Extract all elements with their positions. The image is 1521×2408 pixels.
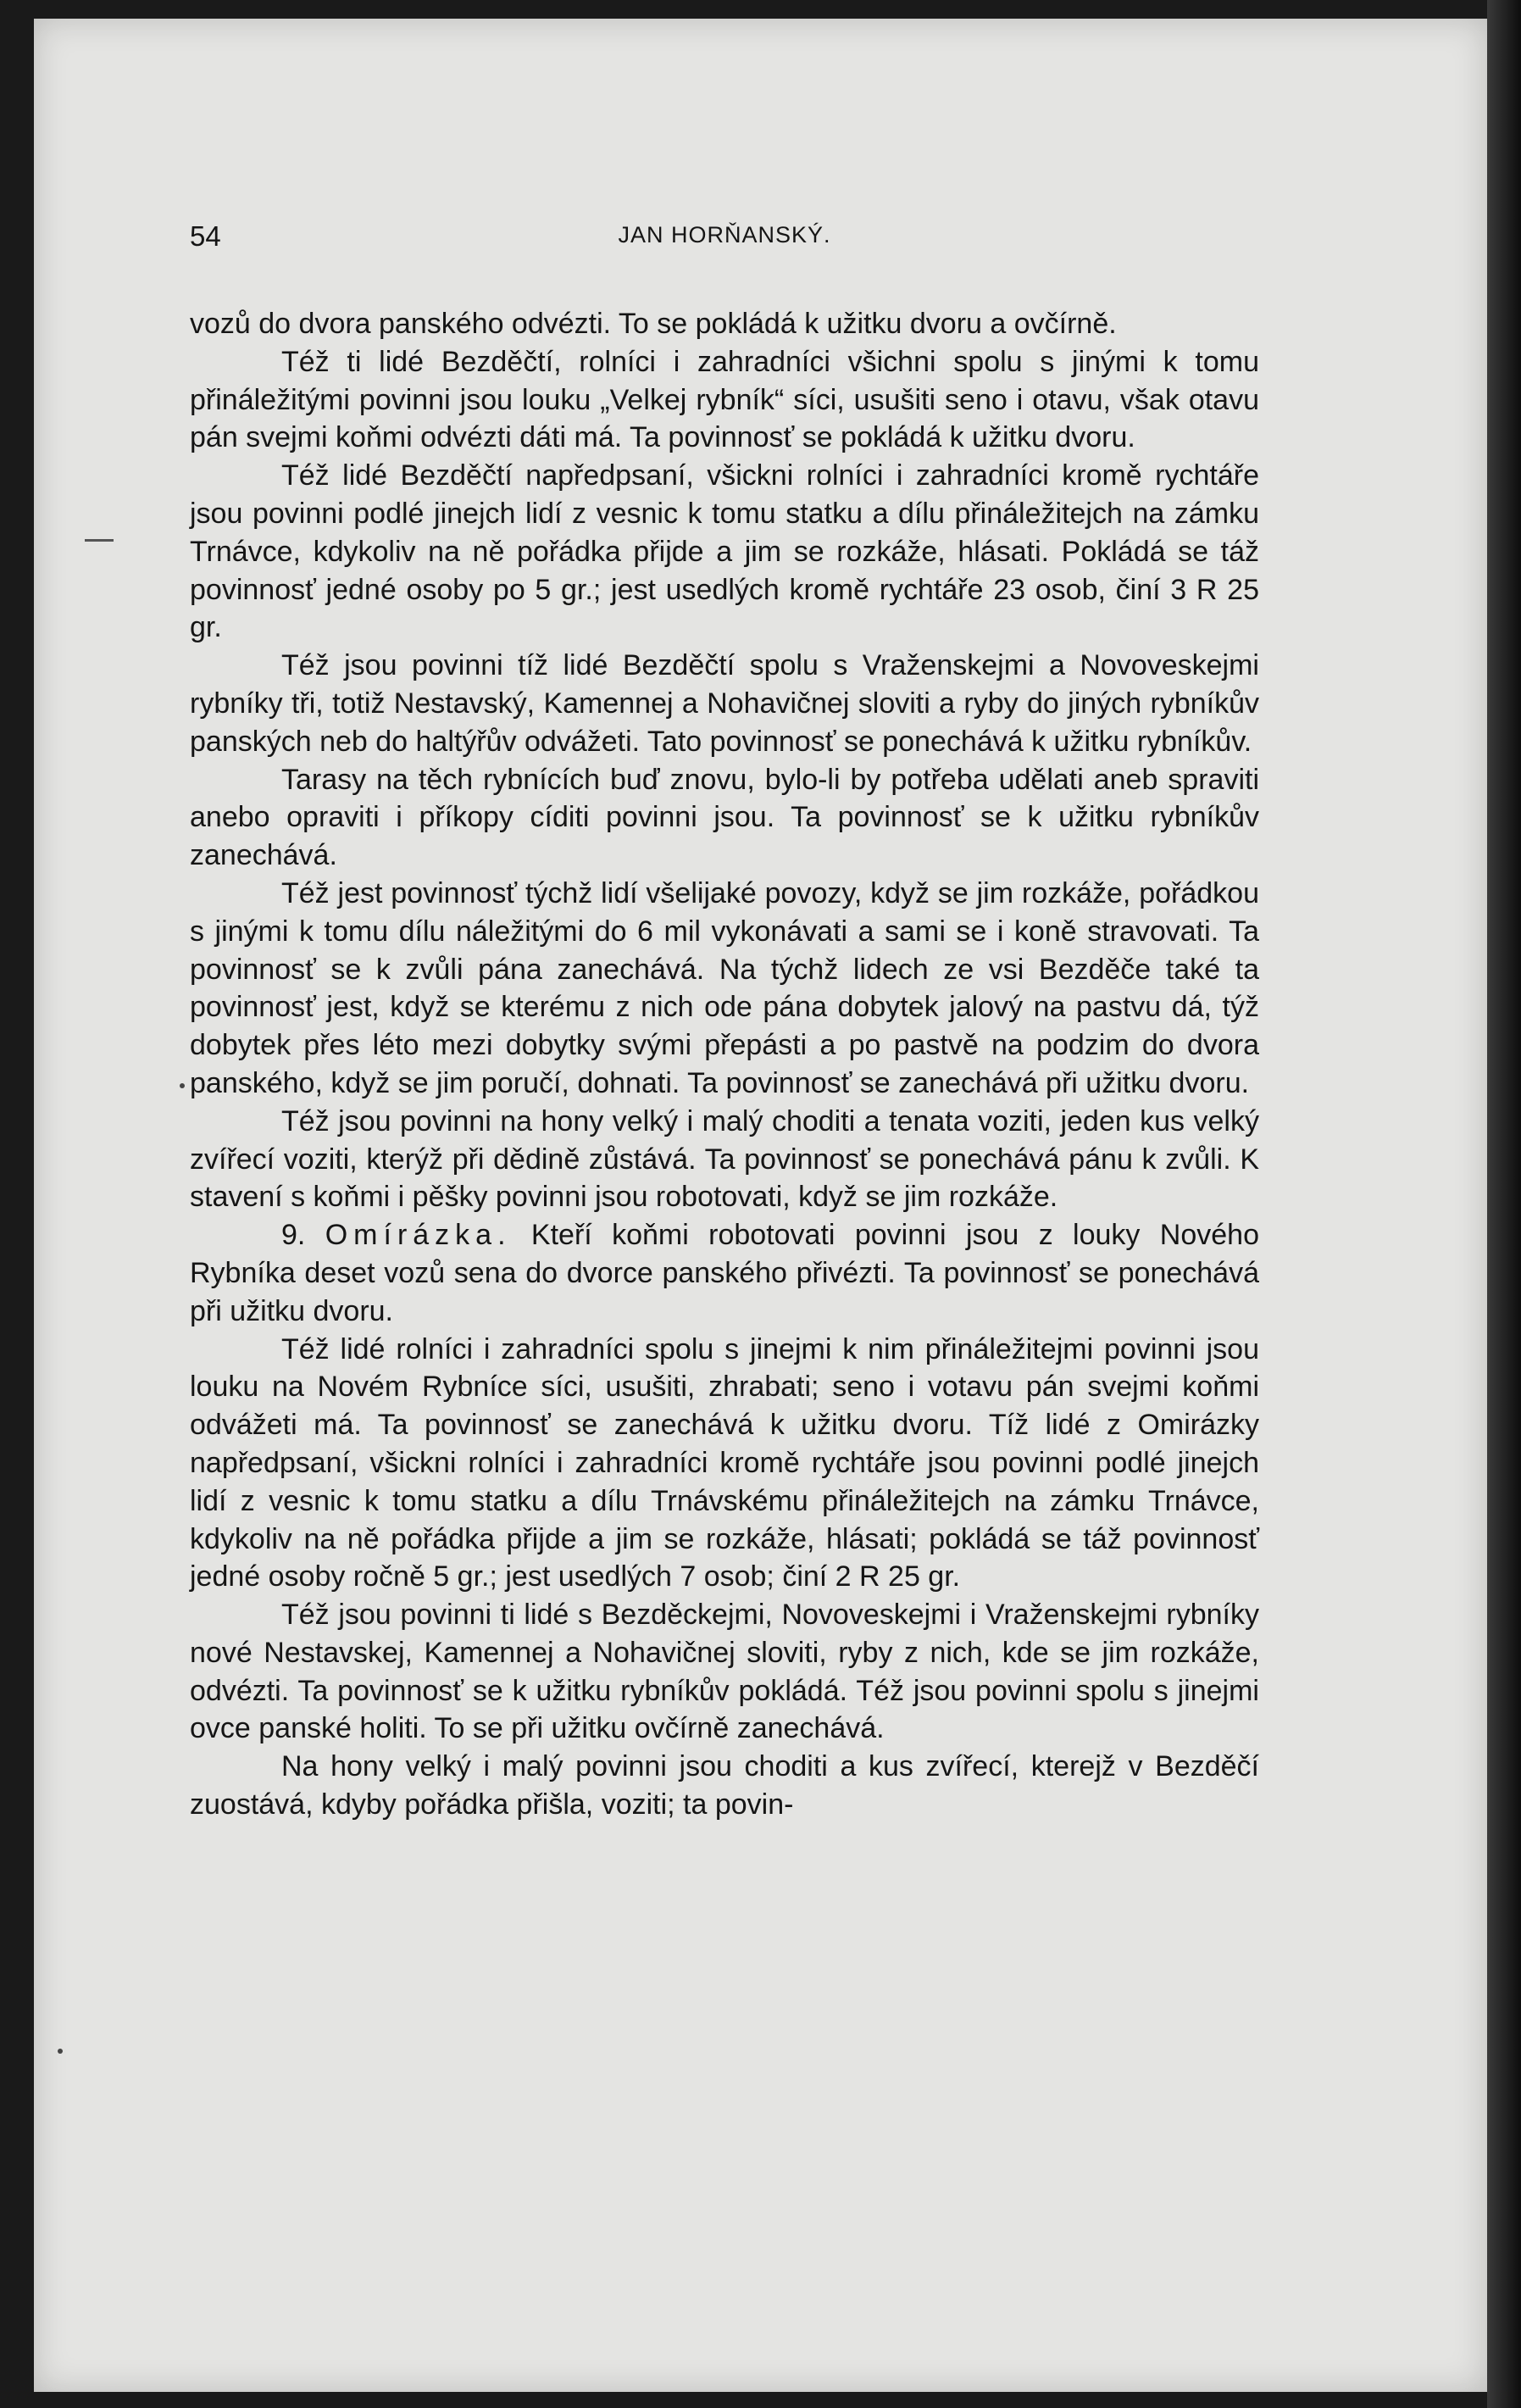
running-head [190, 212, 1259, 263]
paragraph: Též jsou povinni tíž lidé Bezděčtí spolu s Vraženskejmi a Novoveskejmi rybníky tři, totiž Nestavský, Kamennej a Nohavičnej sloviti a ryby do jiných rybníkův panských neb do haltýřův odvážeti. Tato povinnosť se ponechává k užitku rybníkův. [190, 649, 1259, 758]
page-number: 54 [190, 220, 221, 252]
paragraph: vozů do dvora panského odvézti. To se pokládá k užitku dvoru a ovčírně. [190, 308, 1117, 340]
section-heading: Omírázka. [325, 1219, 512, 1252]
paragraph: Též jsou povinni na hony velký i malý choditi a tenata voziti, jeden kus velký zvířecí voziti, kterýž při dědině zůstává. Ta povinnosť se ponechává pánu k zvůli. K stavení s koňmi i pěšky povinni jsou robotovati, když se jim rozkáže. [190, 1104, 1259, 1214]
running-title: JAN HORŇANSKÝ. [618, 222, 831, 247]
paragraph: Též lidé rolníci i zahradníci spolu s jinejmi k nim přináležitejmi povinni jsou louku na Novém Rybníce síci, usušiti, zhrabati; seno i votavu pán svejmi koňmi odvážeti má. Ta povinnosť se zanechává k užitku dvoru. Tíž lidé z Omirázky napředpsaní, všickni rolníci i zahradníci kromě rychtáře jsou povinni podlé jinejch lidí z vesnic k tomu statku a dílu Trnávskému přináležitejch na zámku Trnávce, kdykoliv na ně pořádka přijde a jim se rozkáže, hlásati; pokládá se táž povinnosť jedné osoby ročně 5 gr.; jest usedlých 7 osob; činí 2 R 25 gr. [190, 1332, 1259, 1593]
margin-speck [58, 2049, 63, 2054]
margin-mark [85, 539, 114, 542]
page-text [190, 212, 1259, 1824]
paragraph: Na hony velký i malý povinni jsou choditi a kus zvířecí, kterejž v Bezděčí zuostává, kdyby pořádka přišla, voziti; ta povin- [190, 1750, 1259, 1821]
paragraph: Tarasy na těch rybnících buď znovu, bylo-li by potřeba udělati aneb spraviti anebo opraviti i příkopy cíditi povinni jsou. Ta povinnosť se k užitku rybníkův zanechává. [190, 763, 1259, 872]
section-number: 9. [281, 1219, 306, 1252]
paragraph: Též lidé Bezděčtí napředpsaní, všickni rolníci i zahradníci kromě rychtáře jsou povinni podlé jinejch lidí z vesnic k tomu statku a dílu přináležitejch na zámku Trnávce, kdykoliv na ně pořádka přijde a jim se rozkáže, hlásati. Pokládá se táž povinnosť jedné osoby po 5 gr.; jest usedlých kromě rychtáře 23 osob, činí 3 R 25 gr. [190, 459, 1259, 644]
paragraph: Též ti lidé Bezděčtí, rolníci i zahradníci všichni spolu s jinými k tomu přináležitými povinni jsou louku „Velkej rybník“ síci, usušiti seno i otavu, však otavu pán svejmi koňmi odvézti dáti má. Ta povinnosť se pokládá k užitku dvoru. [190, 345, 1259, 454]
section-text: Kteří koňmi robotovati povinni jsou z louky Nového Rybníka deset vozů sena do dvorce panského přivézti. Ta povinnosť se ponechává při užitku dvoru. [190, 1219, 1259, 1327]
margin-speck [180, 1083, 185, 1088]
paragraph: Též jest povinnosť týchž lidí všelijaké povozy, když se jim rozkáže, pořádkou s jinými k tomu dílu náležitými do 6 mil vykonávati a sami se i koně stravovati. Ta povinnosť se k zvůli pána zanechává. Na týchž lidech ze vsi Bezděče také ta povinnosť jest, když se kterému z nich ode pána dobytek jalový na pastvu dá, týž dobytek přes léto mezi dobytky svými přepásti a po pastvě na podzim do dvora panského, když se jim poručí, dohnati. Ta povinnosť se zanechává při užitku dvoru. [190, 876, 1259, 1099]
paragraph-section-omirazka [190, 1216, 1259, 1330]
book-gutter-shadow [1487, 0, 1521, 2408]
paragraph: Též jsou povinni ti lidé s Bezděckejmi, Novoveskejmi i Vraženskejmi rybníky nové Nestavskej, Kamennej a Nohavičnej sloviti, ryby z nich, kde se jim rozkáže, odvézti. Ta povinnosť se k užitku rybníkův pokládá. Též jsou povinni spolu s jinejmi ovce panské holiti. To se při užitku ovčírně zanechává. [190, 1599, 1259, 1745]
